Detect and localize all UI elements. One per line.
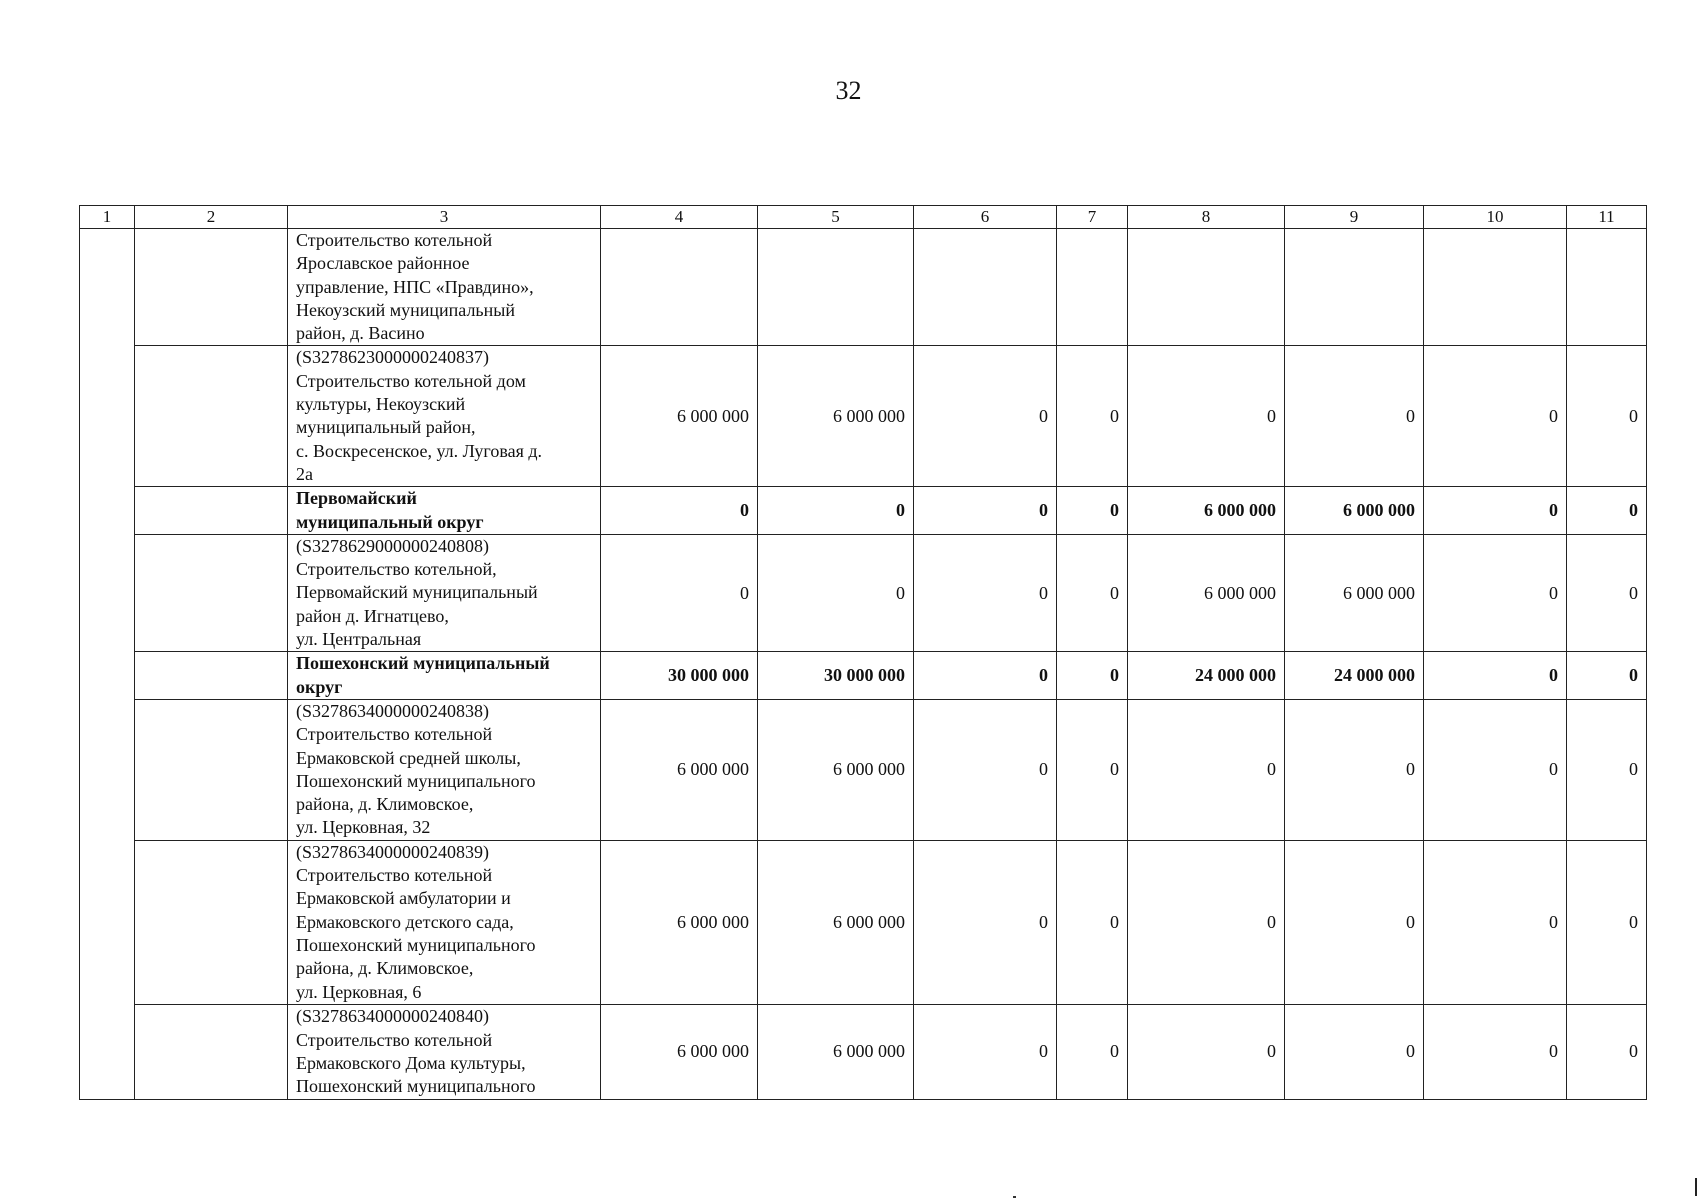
column-number-row — [80, 206, 1647, 229]
value-cell: 0 — [1128, 1004, 1285, 1099]
district-total-name-cell: Пошехонский муниципальный округ — [288, 652, 601, 700]
column-header: 1 — [80, 206, 135, 229]
value-cell: 0 — [1567, 652, 1647, 700]
value-cell: 0 — [1285, 699, 1424, 840]
value-cell: 6 000 000 — [758, 699, 914, 840]
value-cell: 6 000 000 — [758, 346, 914, 487]
value-cell: 6 000 000 — [601, 1004, 758, 1099]
value-cell: 0 — [914, 346, 1057, 487]
value-cell: 24 000 000 — [1285, 652, 1424, 700]
table-row — [80, 487, 1647, 535]
value-cell: 0 — [1057, 346, 1128, 487]
column-header: 10 — [1424, 206, 1567, 229]
value-cell: 0 — [1128, 699, 1285, 840]
column-header: 11 — [1567, 206, 1647, 229]
value-cell: 0 — [1424, 699, 1567, 840]
value-cell: 0 — [914, 840, 1057, 1004]
value-cell: 0 — [1057, 487, 1128, 535]
code-cell — [135, 840, 288, 1004]
value-cell: 24 000 000 — [1128, 652, 1285, 700]
object-name-cell: (S3278634000000240838) Строительство котельной Ермаковской средней школы, Пошехонский муниципального района, д. Климовское, ул. Церковная, 32 — [288, 699, 601, 840]
value-cell: 0 — [601, 534, 758, 651]
value-cell: 0 — [1567, 699, 1647, 840]
value-cell — [1128, 229, 1285, 346]
value-cell: 0 — [758, 534, 914, 651]
object-name-cell: (S3278623000000240837) Строительство котельной дом культуры, Некоузский муниципальный район, с. Воскресенское, ул. Луговая д. 2а — [288, 346, 601, 487]
value-cell: 0 — [1567, 487, 1647, 535]
district-total-name-cell: Первомайский муниципальный округ — [288, 487, 601, 535]
value-cell: 0 — [601, 487, 758, 535]
value-cell: 0 — [1424, 487, 1567, 535]
value-cell: 0 — [1424, 652, 1567, 700]
value-cell: 0 — [914, 652, 1057, 700]
code-cell — [135, 652, 288, 700]
column-header: 2 — [135, 206, 288, 229]
value-cell: 0 — [1057, 1004, 1128, 1099]
value-cell — [601, 229, 758, 346]
table-row — [80, 229, 1647, 346]
value-cell — [914, 229, 1057, 346]
value-cell — [1285, 229, 1424, 346]
value-cell: 30 000 000 — [758, 652, 914, 700]
table-row — [80, 652, 1647, 700]
table-row — [80, 1004, 1647, 1099]
table-row — [80, 699, 1647, 840]
column-header: 3 — [288, 206, 601, 229]
value-cell: 6 000 000 — [1285, 487, 1424, 535]
value-cell: 0 — [914, 534, 1057, 651]
value-cell: 0 — [1128, 840, 1285, 1004]
value-cell: 0 — [1424, 840, 1567, 1004]
value-cell: 0 — [1057, 840, 1128, 1004]
scan-speck — [1013, 1196, 1016, 1198]
value-cell: 30 000 000 — [601, 652, 758, 700]
value-cell: 6 000 000 — [1128, 534, 1285, 651]
value-cell — [1424, 229, 1567, 346]
code-cell — [135, 534, 288, 651]
value-cell: 0 — [1567, 1004, 1647, 1099]
column-header: 5 — [758, 206, 914, 229]
value-cell: 6 000 000 — [1285, 534, 1424, 651]
value-cell — [758, 229, 914, 346]
value-cell: 0 — [914, 699, 1057, 840]
column-header: 4 — [601, 206, 758, 229]
code-cell — [135, 229, 288, 346]
code-cell — [135, 1004, 288, 1099]
value-cell: 6 000 000 — [758, 840, 914, 1004]
column-header: 7 — [1057, 206, 1128, 229]
value-cell: 0 — [1285, 346, 1424, 487]
value-cell: 0 — [914, 487, 1057, 535]
column-header: 9 — [1285, 206, 1424, 229]
table-row — [80, 346, 1647, 487]
code-cell — [135, 487, 288, 535]
value-cell: 0 — [1424, 534, 1567, 651]
value-cell: 0 — [1285, 840, 1424, 1004]
object-name-cell: (S3278634000000240840) Строительство котельной Ермаковского Дома культуры, Пошехонский муниципального — [288, 1004, 601, 1099]
page-number: 32 — [835, 76, 862, 105]
row-number-cell — [80, 229, 135, 1100]
object-name-cell: Строительство котельной Ярославское районное управление, НПС «Правдино», Некоузский муниципальный район, д. Васино — [288, 229, 601, 346]
value-cell: 0 — [1424, 346, 1567, 487]
column-header: 8 — [1128, 206, 1285, 229]
value-cell — [1567, 229, 1647, 346]
value-cell: 6 000 000 — [1128, 487, 1285, 535]
code-cell — [135, 346, 288, 487]
table-row — [80, 840, 1647, 1004]
value-cell: 0 — [1567, 840, 1647, 1004]
value-cell: 0 — [1567, 346, 1647, 487]
value-cell: 6 000 000 — [601, 840, 758, 1004]
value-cell: 6 000 000 — [601, 699, 758, 840]
value-cell: 0 — [1424, 1004, 1567, 1099]
value-cell: 0 — [1128, 346, 1285, 487]
value-cell: 6 000 000 — [601, 346, 758, 487]
value-cell: 0 — [914, 1004, 1057, 1099]
value-cell: 0 — [758, 487, 914, 535]
value-cell: 0 — [1057, 534, 1128, 651]
code-cell — [135, 699, 288, 840]
object-name-cell: (S3278629000000240808) Строительство котельной, Первомайский муниципальный район д. Игнатцево, ул. Центральная — [288, 534, 601, 651]
value-cell: 6 000 000 — [758, 1004, 914, 1099]
value-cell: 0 — [1567, 534, 1647, 651]
value-cell — [1057, 229, 1128, 346]
value-cell: 0 — [1285, 1004, 1424, 1099]
budget-table — [79, 205, 1647, 1100]
value-cell: 0 — [1057, 699, 1128, 840]
value-cell: 0 — [1057, 652, 1128, 700]
table-row — [80, 534, 1647, 651]
object-name-cell: (S3278634000000240839) Строительство котельной Ермаковской амбулатории и Ермаковского детского сада, Пошехонский муниципального района, д. Климовское, ул. Церковная, 6 — [288, 840, 601, 1004]
column-header: 6 — [914, 206, 1057, 229]
